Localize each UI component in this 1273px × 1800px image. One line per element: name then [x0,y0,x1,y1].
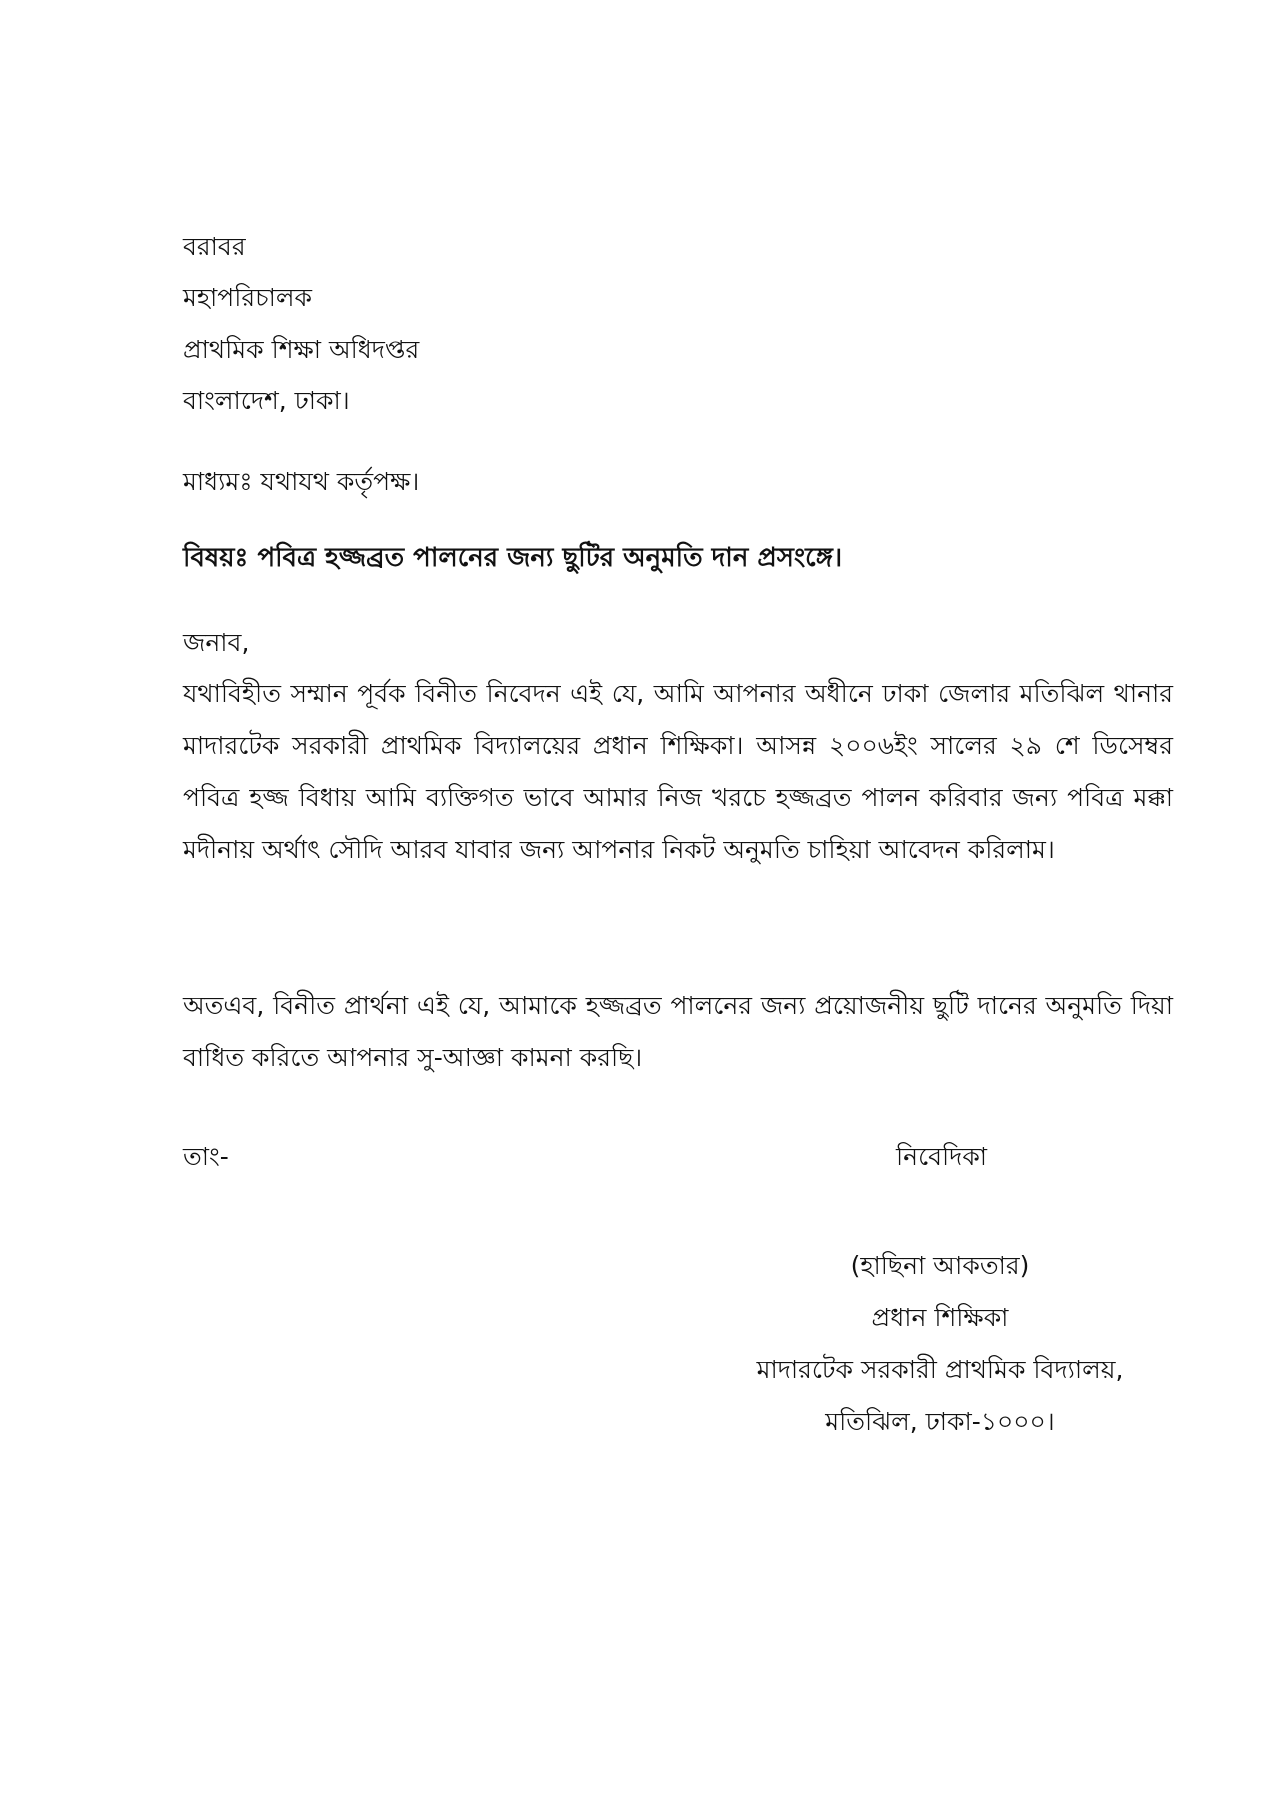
sender-block [700,1240,1180,1448]
recipient-line-1: বরাবর [183,232,246,261]
subject-line: বিষয়ঃ পবিত্র হজ্জব্রত পালনের জন্য ছুটির অনুমতি দান প্রসংঙ্গে। [183,543,843,573]
sender-address: মতিঝিল, ঢাকা-১০০০। [825,1407,1055,1436]
salutation: জনাব, [183,628,250,657]
body-paragraph-2: অতএব, বিনীত প্রার্থনা এই যে, আমাকে হজ্জব্রত পালনের জন্য প্রয়োজনীয় ছুটি দানের অনুমতি দিয়া বাধিত করিতে আপনার সু-আজ্ঞা কামনা করছি। [183,991,1173,1072]
recipient-line-4: বাংলাদেশ, ঢাকা। [183,386,350,415]
sender-school: মাদারটেক সরকারী প্রাথমিক বিদ্যালয়, [756,1355,1124,1384]
signature-label: নিবেদিকা [896,1142,988,1171]
sender-title: প্রধান শিক্ষিকা [871,1303,1009,1332]
recipient-line-3: প্রাথমিক শিক্ষা অধিদপ্তর [183,335,420,364]
body-paragraph-1: যথাবিহীত সম্মান পূর্বক বিনীত নিবেদন এই যে, আমি আপনার অধীনে ঢাকা জেলার মতিঝিল থানার মাদারটেক সরকারী প্রাথমিক বিদ্যালয়ের প্রধান শিক্ষিকা। আসন্ন ২০০৬ইং সালের ২৯ শে ডিসেম্বর পবিত্র হজ্জ বিধায় আমি ব্যক্তিগত ভাবে আমার নিজ খরচে হজ্জব্রত পালন করিবার জন্য পবিত্র মক্কা মদীনায় অর্থাৎ সৌদি আরব যাবার জন্য আপনার নিকট অনুমতি চাহিয়া আবেদন করিলাম। [183,679,1173,864]
recipient-line-2: মহাপরিচালক [183,283,312,312]
through-line: মাধ্যমঃ যথাযথ কর্তৃপক্ষ। [183,467,420,496]
date-label: তাং- [183,1142,229,1171]
sender-name: (হাছিনা আকতার) [850,1251,1030,1280]
